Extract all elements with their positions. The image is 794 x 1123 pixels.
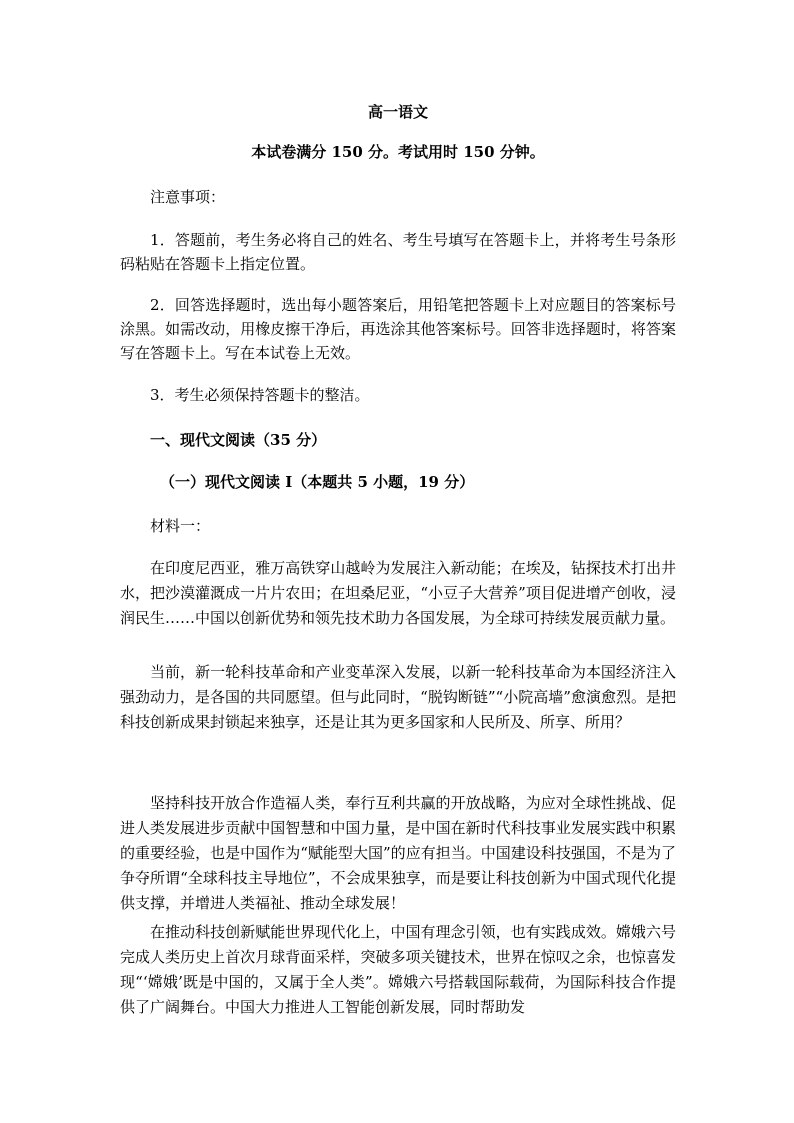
material-paragraph-3: 坚持科技开放合作造福人类，奉行互利共赢的开放战略，为应对全球性挑战、促进人类发展进步贡献中国智慧和中国力量，是中国在新时代科技事业发展实践中积累的重要经验，也是中国作为“赋能型大国”的应有担当。中国建设科技强国，不是为了争夺所谓“全球科技主导地位”，不会成果独享，而是要让科技创新为中国式现代化提供支撑，并增进人类福祉、推动全球发展！ — [120, 794, 676, 912]
section-subheading: （一）现代文阅读 I（本题共 5 小题，19 分） — [160, 473, 475, 491]
notice-item-2: 2．回答选择题时，选出每小题答案后，用铅笔把答题卡上对应题目的答案标号涂黑。如需改动，用橡皮擦干净后，再选涂其他答案标号。回答非选择题时，将答案写在答题卡上。写在本试卷上无效。 — [120, 296, 676, 362]
document-subtitle: 本试卷满分 150 分。考试用时 150 分钟。 — [251, 143, 545, 161]
notice-item-1: 1．答题前，考生务必将自己的姓名、考生号填写在答题卡上，并将考生号条形码粘贴在答题卡上指定位置。 — [120, 231, 676, 273]
notice-heading: 注意事项： — [150, 188, 226, 206]
notice-item-3: 3．考生必须保持答题卡的整洁。 — [150, 386, 370, 404]
material-label: 材料一： — [150, 517, 211, 535]
material-paragraph-1: 在印度尼西亚，雅万高铁穿山越岭为发展注入新动能；在埃及，钻探技术打出井水，把沙漠灌溉成一片片农田；在坦桑尼亚，“小豆子大营养”项目促进增产创收，浸润民生……中国以创新优势和领先技术助力各国发展，为全球可持续发展贡献力量。 — [120, 559, 676, 627]
section-heading: 一、现代文阅读（35 分） — [150, 431, 327, 449]
material-paragraph-4: 在推动科技创新赋能世界现代化上，中国有理念引领，也有实践成效。嫦娥六号完成人类历史上首次月球背面采样，突破多项关键技术，世界在惊叹之余，也惊喜发现“‘嫦娥’既是中国的，又属于全人类”。嫦娥六号搭载国际载荷，为国际科技合作提供了广阔舞台。中国大力推进人工智能创新发展，同时帮助发 — [120, 923, 676, 1016]
document-title: 高一语文 — [367, 103, 428, 121]
material-paragraph-2: 当前，新一轮科技革命和产业变革深入发展，以新一轮科技革命为本国经济注入强劲动力，是各国的共同愿望。但与此同时，“脱钩断链”“小院高墙”愈演愈烈。是把科技创新成果封锁起来独享，还是让其为更多国家和人民所及、所享、所用？ — [120, 663, 676, 731]
